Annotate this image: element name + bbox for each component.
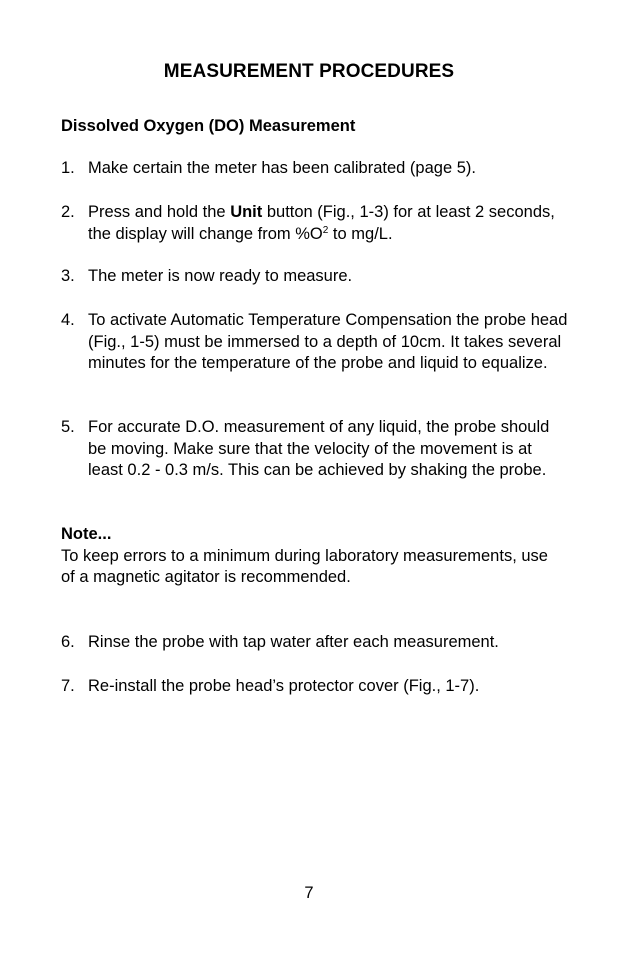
step-text: The meter is now ready to measure. [88,267,353,285]
step-4 [61,310,571,375]
step-number: 2. [61,203,75,221]
step-number: 3. [61,267,75,285]
step-2 [61,202,571,245]
step-number: 4. [61,311,75,329]
step-text-part: Press and hold the [88,203,231,221]
step-7 [61,676,571,698]
unit-button-label: Unit [230,203,263,221]
step-1 [61,158,571,180]
superscript-two: 2 [322,224,329,236]
step-text-part: to mg/L. [328,224,393,243]
step-number: 6. [61,633,75,651]
step-text: To activate Automatic Temperature Compensation the probe head (Fig., 1-5) must be immersed to a depth of 10cm. It takes several minutes for the temperature of the probe and liquid to equalize. [88,311,568,373]
page-title: MEASUREMENT PROCEDURES [163,61,455,82]
section-heading: Dissolved Oxygen (DO) Measurement [61,117,356,135]
step-text-part: button (Fig., 1-3) for at least 2 seconds, the display will change from %O [88,203,555,243]
step-number: 1. [61,159,75,177]
step-3 [61,266,571,288]
step-5 [61,417,571,482]
step-6 [61,632,571,654]
step-number: 7. [61,677,75,695]
page-number: 7 [304,884,314,902]
step-text: Rinse the probe with tap water after each measurement. [88,633,499,651]
step-text: Re-install the probe head’s protector cover (Fig., 1-7). [88,677,480,695]
note-text: To keep errors to a minimum during laboratory measurements, use of a magnetic agitator is recommended. [61,546,548,587]
step-text [88,202,571,245]
note-heading: Note... [61,525,112,543]
step-text: For accurate D.O. measurement of any liquid, the probe should be moving. Make sure that the velocity of the movement is at least 0.2 - 0.3 m/s. This can be achieved by shaking the probe. [88,418,550,480]
step-number: 5. [61,418,75,436]
step-text: Make certain the meter has been calibrated (page 5). [88,159,476,177]
note-block [61,524,561,589]
